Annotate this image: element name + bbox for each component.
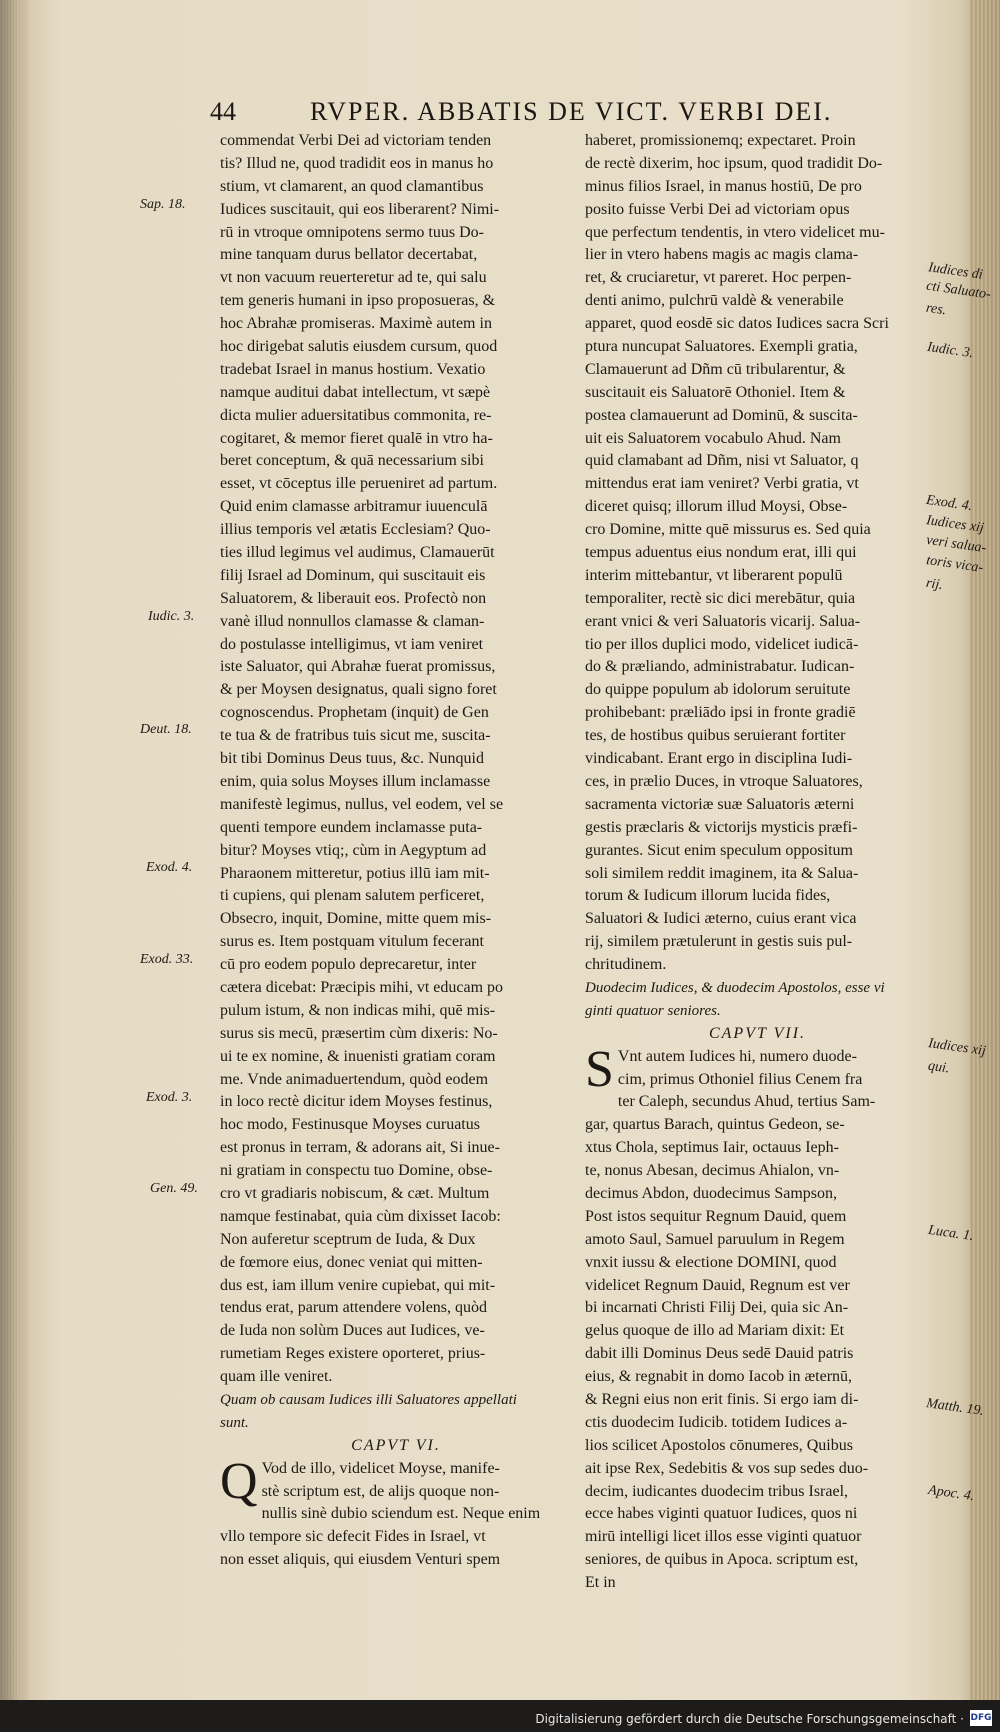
- text-line: Iudices suscitauit, qui eos liberarent? Nimi-: [220, 200, 500, 218]
- marginal-note-sap: Sap. 18.: [140, 197, 186, 212]
- text-line: illius temporis vel ætatis Ecclesiam? Quo-: [220, 521, 491, 539]
- text-line: rij, similem prætulerunt in gestis suis pul-: [585, 933, 853, 951]
- text-line: Vod de illo, videlicet Moyse, manife-: [261, 1459, 500, 1477]
- right-page-edge: [970, 0, 1000, 1700]
- text-line: gestis præclaris & victorijs mysticis præfi-: [585, 818, 858, 836]
- text-line: surus es. Item postquam vitulum fecerant: [220, 933, 484, 951]
- text-line: Obsecro, inquit, Domine, mitte quem mis-: [220, 910, 492, 928]
- drop-initial: Q: [220, 1452, 258, 1510]
- text-line: tio per illos duplici modo, videlicet iudicā-: [585, 635, 859, 653]
- text-line: in loco rectè dicitur idem Moyses festinus,: [220, 1093, 493, 1111]
- text-line: tendus erat, parum attendere volens, quòd: [220, 1299, 488, 1317]
- text-line: decim, iudicantes duodecim tribus Israel,: [585, 1482, 849, 1500]
- text-line: pulum istum, & non indicas mihi, quē mis-: [220, 1001, 496, 1019]
- marginal-note-luca: Luca. 1.: [927, 1222, 975, 1245]
- text-line: soli similem reddit imaginem, ita & Salua-: [585, 864, 859, 882]
- text-line: est pronus in terram, & adorans ait, Si inue-: [220, 1139, 500, 1157]
- marginal-note-iudic: Iudic. 3.: [148, 609, 195, 624]
- section-heading: ginti quatuor seniores.: [585, 1002, 721, 1019]
- digitization-credit: Digitalisierung gefördert durch die Deutsche Forschungsgemeinschaft ·: [535, 1712, 964, 1726]
- marginal-note-exod-4-right: Exod. 4.: [925, 492, 974, 515]
- text-line: ter Caleph, secundus Ahud, tertius Sam-: [617, 1093, 876, 1111]
- text-line: hoc Abrahæ promiseras. Maximè autem in: [220, 315, 492, 333]
- text-line: vllo tempore sic defecit Fides in Israel, vt: [220, 1528, 486, 1546]
- text-line: mirū intelligi licet illos esse viginti quatuor: [585, 1528, 862, 1546]
- text-line: postea clamauerunt ad Dominū, & suscita-: [585, 406, 858, 424]
- text-line: sacramenta victoriæ suæ Saluatoris æterni: [585, 795, 855, 813]
- text-line: namque auditui dabat intellectum, vt sæpè: [220, 383, 491, 401]
- text-line: beret conceptum, & quā necessarium sibi: [220, 452, 484, 470]
- text-line: rumetiam Reges existere oporteret, prius-: [220, 1345, 486, 1363]
- text-line: enim, quia solus Moyses illum inclamasse: [220, 772, 491, 790]
- text-line: denti animo, pulchrū valdè & venerabile: [585, 292, 844, 310]
- text-line: minus filios Israel, in manus hostiū, De pro: [585, 177, 862, 195]
- text-line: lier in vtero habens magis ac magis clama-: [585, 246, 859, 264]
- text-line: amoto Saul, Samuel paruulum in Regem: [585, 1230, 845, 1248]
- text-line: tradebat Israel in manus hostium. Vexatio: [220, 360, 486, 378]
- section-heading: Duodecim Iudices, & duodecim Apostolos, esse vi: [585, 979, 885, 996]
- text-line: rū in vtroque omnipotens sermo tuus Do-: [220, 223, 484, 241]
- text-line: tes, de hostibus quibus seruierant fortiter: [585, 727, 846, 745]
- text-line: suscitauit eis Saluatorē Othoniel. Item &: [585, 383, 846, 401]
- text-line: stè scriptum est, de alijs quoque non-: [261, 1482, 500, 1500]
- text-line: Saluatori & Iudici æterno, cuius erant vica: [585, 910, 857, 928]
- text-line: quam ille veniret.: [220, 1368, 333, 1386]
- text-line: prohibebant: præliādo ipsi in fronte gradiē: [585, 704, 856, 722]
- text-line: cim, primus Othoniel filius Cenem fra: [617, 1070, 863, 1088]
- text-line: cro Domine, mitte quē missurus es. Sed quia: [585, 521, 871, 539]
- text-line: Pharaonem mitteretur, potius illū iam mit-: [220, 864, 490, 882]
- text-line: ait ipse Rex, Sedebitis & vos sup sedes duo-: [585, 1459, 869, 1477]
- text-line: ces, in prælio Duces, in vtroque Saluatores,: [585, 772, 863, 790]
- marginal-note-exod-33: Exod. 33.: [140, 952, 194, 967]
- text-line: ui te ex nomine, & inuenisti gratiam coram: [220, 1047, 496, 1065]
- text-line: ti cupiens, qui plenam salutem perficeret,: [220, 887, 485, 905]
- text-line: chritudinem.: [585, 956, 667, 974]
- text-line: te, nonus Abesan, decimus Ahialon, vn-: [585, 1162, 840, 1180]
- text-line: cognoscendus. Prophetam (inquit) de Gen: [220, 704, 489, 722]
- text-line: decimus Abdon, duodecimus Sampson,: [585, 1184, 837, 1202]
- text-line: erant vnici & veri Saluatoris vicarij. Salua-: [585, 612, 861, 630]
- text-line: gelus quoque de illo ad Mariam dixit: Et: [585, 1322, 845, 1340]
- drop-initial: S: [585, 1040, 614, 1098]
- text-line: mittendus erat iam veniret? Verbi gratia, vt: [585, 475, 859, 493]
- text-line: dicta mulier aduersitatibus commonita, re-: [220, 406, 492, 424]
- text-line: dabit illi Dominus Deus sedē Dauid patris: [585, 1345, 854, 1363]
- text-line: bitur? Moyses vtiq;, cùm in Aegyptum ad: [220, 841, 487, 859]
- chapter-text: [220, 1452, 572, 1572]
- text-line: Non auferetur sceptrum de Iuda, & Dux: [220, 1230, 476, 1248]
- marginal-note-exod-4: Exod. 4.: [146, 860, 193, 875]
- marginal-note-apoc: Apoc. 4.: [927, 1482, 976, 1505]
- text-line: ni gratiam in conspectu tuo Domine, obse-: [220, 1162, 493, 1180]
- text-line: ecce habes viginti quatuor Iudices, quos ni: [585, 1505, 858, 1523]
- text-line: bit tibi Dominus Deus tuus, &c. Nunquid: [220, 750, 484, 768]
- text-line: te tua & de fratribus tuis sicut me, suscita-: [220, 727, 491, 745]
- text-line: filij Israel ad Dominum, qui suscitauit eis: [220, 566, 486, 584]
- text-line: mine tanquam durus bellator decertabat,: [220, 246, 478, 264]
- text-line: tempus aduentus eius nondum erat, illi qui: [585, 544, 857, 562]
- right-column: [585, 130, 930, 1595]
- text-line: Saluatorem, & liberauit eos. Profectò non: [220, 589, 487, 607]
- text-line: namque festinabat, quia cùm dixisset Iacob:: [220, 1207, 501, 1225]
- text-line: de Iuda non solùm Duces aut Iudices, ve-: [220, 1322, 485, 1340]
- text-line: stium, vt clamarent, an quod clamantibus: [220, 177, 484, 195]
- text-line: eius, & regnabit in domo Iacob in æternū,: [585, 1368, 853, 1386]
- text-line: nullis sinè dubio sciendum est. Neque enim: [261, 1505, 541, 1523]
- chapter-text: [585, 1040, 930, 1595]
- chapter-heading: CAPVT VI.: [351, 1436, 441, 1454]
- marginal-note-iudices-saluatores-3: res.: [925, 300, 948, 319]
- text-line: Vnt autem Iudices hi, numero duode-: [617, 1047, 857, 1065]
- text-line: hoc dirigebat salutis eiusdem cursum, quod: [220, 338, 498, 356]
- marginal-note-iudices-saluatores-2: cti Saluato-: [925, 278, 992, 303]
- text-line: xtus Chola, septimus Iair, octauus Ieph-: [585, 1139, 839, 1157]
- text-line: do postulasse intelligimus, vt iam veniret: [220, 635, 484, 653]
- marginal-note-iudic-right: Iudic. 3.: [926, 339, 975, 362]
- text-line: hoc modo, Festinusque Moyses curuatus: [220, 1116, 480, 1134]
- text-line: Et in: [585, 1574, 616, 1592]
- text-line: cogitaret, & memor fieret qualē in vtro ha-: [220, 429, 493, 447]
- dfg-logo-icon: DFG: [970, 1710, 992, 1726]
- text-line: me. Vnde animaduertendum, quòd eodem: [220, 1070, 489, 1088]
- text-line: do quippe populum ab idolorum seruitute: [585, 681, 851, 699]
- text-line: do & præliando, administrabatur. Iudican-: [585, 658, 855, 676]
- text-line: de rectè dixerim, hoc ipsum, quod tradidit Do-: [585, 154, 883, 172]
- text-line: ptura nuncupat Saluatores. Exempli gratia,: [585, 338, 858, 356]
- text-line: haberet, promissionemq; expectaret. Proin: [585, 132, 856, 149]
- text-line: manifestè legimus, nullus, vel eodem, vel se: [220, 795, 504, 813]
- section-heading: sunt.: [220, 1414, 249, 1431]
- text-line: vanè illud nonnullos clamasse & claman-: [220, 612, 485, 630]
- page-number: 44: [210, 97, 236, 126]
- text-line: vindicabant. Erant ergo in disciplina Iudi-: [585, 750, 853, 768]
- text-line: torum & Iudicum illorum lucida fides,: [585, 887, 831, 905]
- marginal-note-iudices-veri-4: rij.: [925, 575, 944, 594]
- text-line: Post istos sequitur Regnum Dauid, quem: [585, 1207, 847, 1225]
- text-line: gar, quartus Barach, quintus Gedeon, se-: [585, 1116, 845, 1134]
- text-line: cū pro eodem populo deprecaretur, inter: [220, 956, 477, 974]
- running-head: [210, 97, 870, 127]
- running-title: RVPER. ABBATIS DE VICT. VERBI DEI.: [310, 97, 833, 126]
- text-line: tis? Illud ne, quod tradidit eos in manus ho: [220, 154, 494, 172]
- text-line: gurantes. Sicut enim speculum oppositum: [585, 841, 853, 859]
- marginal-note-iudices-veri-2: veri salua-: [925, 532, 988, 557]
- text-line: bi incarnati Christi Filij Dei, quia sic An-: [585, 1299, 849, 1317]
- text-line: cro vt gradiaris nobiscum, & cæt. Multum: [220, 1184, 490, 1202]
- text-line: Clamauerunt ad Dñm cū tribularentur, &: [585, 360, 846, 378]
- section-heading: Quam ob causam Iudices illi Saluatores appellati: [220, 1391, 517, 1408]
- text-line: de fœmore eius, donec veniat qui mitten-: [220, 1253, 483, 1271]
- text-line: lios scilicet Apostolos cōnumeres, Quibus: [585, 1436, 853, 1454]
- text-line: Quid enim clamasse arbitramur iuuenculā: [220, 498, 488, 516]
- text-line: esset, vt cōceptus ille perueniret ad partum.: [220, 475, 498, 493]
- text-line: interim mittebantur, vt liberarent populū: [585, 566, 843, 584]
- marginal-note-deut: Deut. 18.: [140, 722, 192, 737]
- text-line: ctis duodecim Iudicib. totidem Iudices a-: [585, 1413, 848, 1431]
- text-line: ret, & cruciaretur, vt pareret. Hoc perpen-: [585, 269, 852, 287]
- text-line: que perfectum tendentis, in vtero videlicet mu-: [585, 223, 885, 241]
- text-line: commendat Verbi Dei ad victoriam tenden: [220, 132, 492, 149]
- text-line: posito fuisse Verbi Dei ad victoriam opus: [585, 200, 850, 218]
- left-column: [220, 130, 572, 1572]
- text-line: vnxit iussu & electione DOMINI, quod: [585, 1253, 837, 1271]
- text-line: seniores, de quibus in Apoca. scriptum est,: [585, 1551, 859, 1569]
- marginal-note-exod-3: Exod. 3.: [146, 1090, 193, 1105]
- text-line: non esset aliquis, qui eiusdem Venturi spem: [220, 1551, 501, 1569]
- marginal-note-iudices-xij-1: Iudices xij: [927, 1036, 987, 1059]
- text-line: ties illud legimus vel audimus, Clamauerūt: [220, 544, 495, 562]
- marginal-note-iudices-veri-1: Iudices xij: [925, 513, 985, 536]
- text-line: uit eis Saluatorem vocabulo Ahud. Nam: [585, 429, 841, 447]
- text-line: apparet, quod eosdē sic datos Iudices sacra Scri: [585, 315, 889, 333]
- text-line: videlicet Regnum Dauid, Regnum est ver: [585, 1276, 850, 1294]
- text-line: temporaliter, rectè sic dici merebātur, quia: [585, 589, 856, 607]
- marginal-note-iudices-saluatores-1: Iudices di: [927, 260, 984, 283]
- text-line: dus est, iam illum venire cupiebat, qui mit-: [220, 1276, 496, 1294]
- text-line: tem generis humani in ipso proposueras, &: [220, 292, 496, 310]
- chapter-heading: CAPVT VII.: [708, 1024, 807, 1042]
- text-line: vt non vacuum reuerteretur ad te, qui salu: [220, 269, 487, 287]
- text-line: diceret quisq; illorum illud Moysi, Obse-: [585, 498, 848, 516]
- text-line: cætera dicebat: Præcipis mihi, vt educam po: [220, 978, 504, 996]
- marginal-note-iudices-veri-3: toris vica-: [925, 553, 984, 576]
- text-line: quid clamabant ad Dñm, nisi vt Saluator, q: [585, 452, 859, 470]
- marginal-note-iudices-xij-2: qui.: [927, 1058, 951, 1077]
- text-line: quenti tempore eundem inclamasse puta-: [220, 818, 483, 836]
- marginal-note-gen: Gen. 49.: [150, 1181, 198, 1196]
- text-line: & Regni eius non erit finis. Si ergo iam di-: [585, 1390, 859, 1408]
- page-edges: [0, 0, 28, 1700]
- text-line: surus sis mecū, præsertim cùm dixeris: No-: [220, 1024, 498, 1042]
- text-line: iste Saluator, qui Abrahæ fuerat promissus,: [220, 658, 496, 676]
- text-line: & per Moysen designatus, quali signo foret: [220, 681, 497, 699]
- marginal-note-matth: Matth. 19.: [925, 1396, 985, 1419]
